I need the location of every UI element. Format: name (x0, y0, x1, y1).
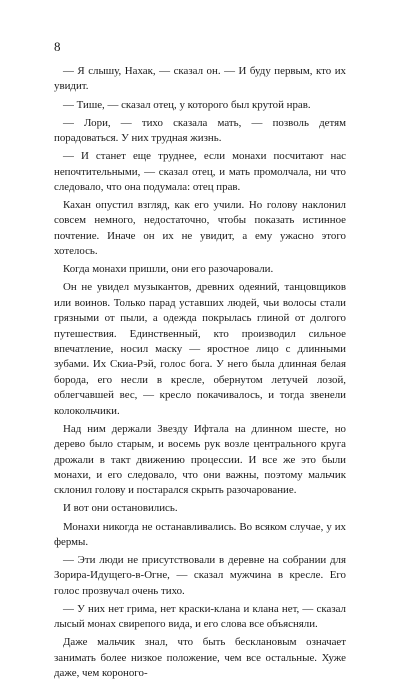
paragraph: И вот они остановились. (63, 502, 178, 515)
body-text (54, 64, 346, 682)
paragraph: — У них нет грима, нет краски-клана и клана нет, — сказал лысый монах свирепого вида, и его слова все объясняли. (54, 602, 346, 631)
paragraph: Над ним держали Звезду Ифтала на длинном шесте, но дерево было старым, и восемь рук возле центрального круга дрожали в такт движению процессии. И все же это были монахи, и его следовало, что они важны, поэтому мальчик склонил голову и постарался скрыть разочарование. (54, 422, 346, 497)
paragraph: Монахи никогда не останавливались. Во всяком случае, у их фермы. (54, 520, 346, 548)
paragraph: — Тише, — сказал отец, у которого был крутой нрав. (63, 98, 311, 111)
paragraph: Когда монахи пришли, они его разочаровали. (63, 263, 274, 276)
page-number: 8 (54, 39, 61, 54)
paragraph: — И станет еще труднее, если монахи посчитают нас непочтительными, — сказал отец, и мать промолчала, ни что следовало, что она подумала: отец прав. (54, 150, 346, 193)
paragraph: Кахан опустил взгляд, как его учили. Но голову наклонил совсем немного, недостаточно, чтобы показать истинное почтение. Иначе он их не увидит, а ему ужасно этого хотелось. (54, 199, 346, 258)
paragraph: Даже мальчик знал, что быть бесклановым означает занимать более низкое положение, чем все остальные. Хуже даже, чем короного- (54, 636, 346, 680)
paragraph: — Я слышу, Нахак, — сказал он. — И буду первым, кто их увидит. (54, 65, 346, 93)
paragraph: — Эти люди не присутствовали в деревне на собрании для Зорира-Идущего-в-Огне, — сказал мужчина в кресле. Его голос прозвучал очень тихо. (54, 554, 346, 597)
paragraph: Он не увидел музыкантов, древних одеяний, танцовщиков или воинов. Только парад уставших людей, чьи волосы стали грязными от пыли, а одежда покрылась глиной от долгого путешествия. Единственный, кто производил сильное впечатление, носил маску — яростное лицо с длинными зубами. Их Скиа-Рэй, голос бога. У него была длинная белая борода, его несли в кресле, обернутом летучей лозой, облегчавшей вес, — кресло покачивалось, и тогда звенели колокольчики. (54, 281, 346, 417)
paragraph: — Лори, — тихо сказала мать, — позволь детям порадоваться. У них трудная жизнь. (54, 116, 346, 144)
